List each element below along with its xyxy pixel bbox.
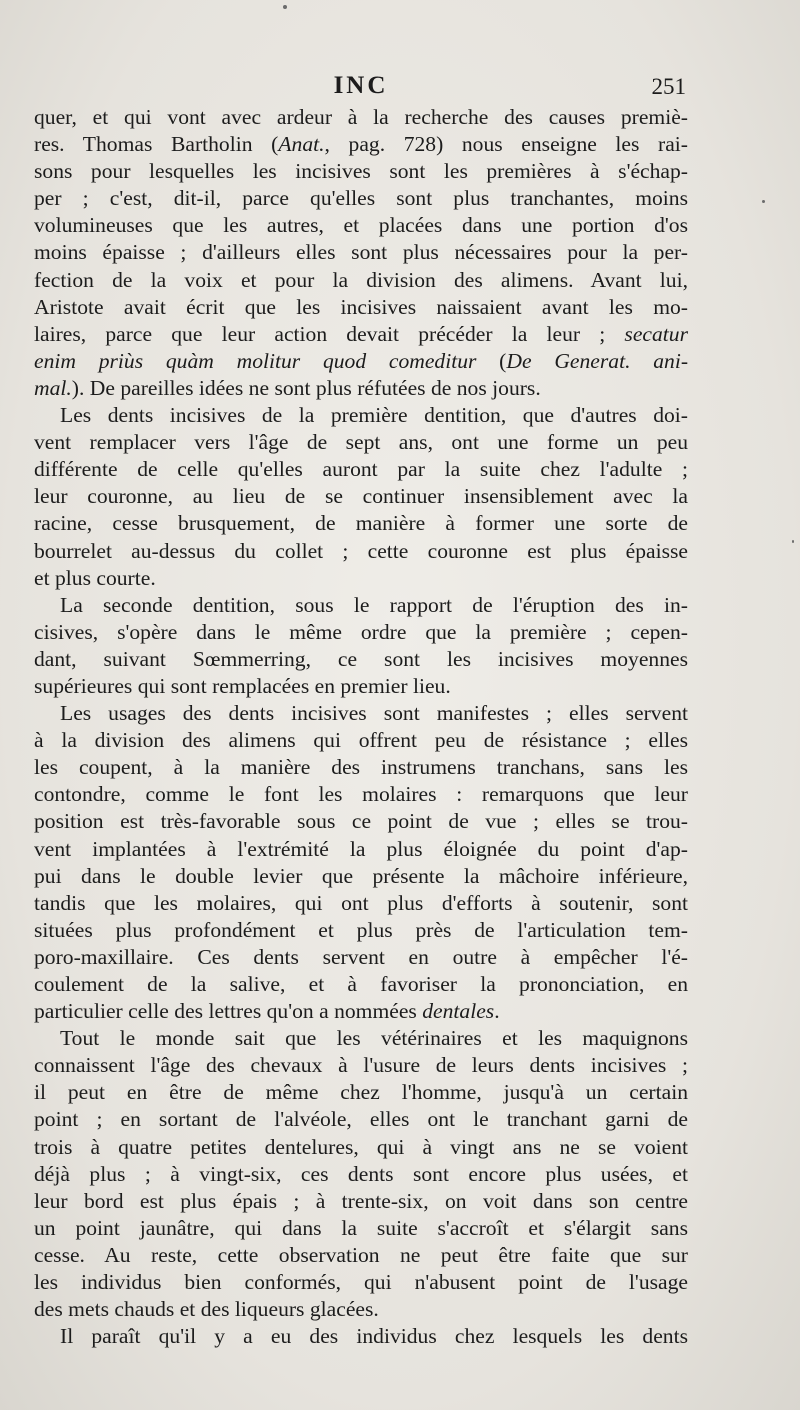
line-text-cont: , pag. 728) nous enseigne les rai- <box>324 132 688 157</box>
text-line <box>34 1079 688 1106</box>
line-text: laires, parce que leur action devait précéder la leur ; <box>34 321 625 346</box>
text-line <box>34 863 688 890</box>
text-line <box>34 510 688 537</box>
line-text: cisives, s'opère dans le même ordre que la première ; cepen- <box>34 619 688 644</box>
text-line <box>34 321 688 348</box>
text-line <box>34 1052 688 1079</box>
text-line <box>34 402 688 429</box>
text-line <box>34 808 688 835</box>
text-line <box>34 998 688 1025</box>
line-text: dant, suivant Sœmmerring, ce sont les incisives moyennes <box>34 646 688 671</box>
text-line <box>34 592 688 619</box>
text-line <box>34 1161 688 1188</box>
text-line <box>34 565 688 592</box>
text-line <box>34 727 688 754</box>
line-text: il peut en être de même chez l'homme, jusqu'à un certain <box>34 1080 688 1105</box>
text-line <box>34 348 688 375</box>
line-text: position est très-favorable sous ce point de vue ; elles se trou- <box>34 809 688 834</box>
line-text-cont: . <box>494 999 500 1024</box>
text-line <box>34 781 688 808</box>
line-text: trois à quatre petites dentelures, qui à vingt ans ne se voient <box>34 1134 688 1159</box>
line-text: sons pour lesquelles les incisives sont les premières à s'échap- <box>34 159 688 184</box>
italic-text: dentales <box>422 999 495 1024</box>
line-text: Les dents incisives de la première dentition, que d'autres doi- <box>60 403 688 428</box>
line-text: et plus courte. <box>34 565 156 590</box>
line-text: Aristote avait écrit que les incisives naissaient avant les mo- <box>34 294 688 319</box>
text-line <box>34 483 688 510</box>
line-text: leur couronne, au lieu de se continuer insensiblement avec la <box>34 484 688 509</box>
line-text: coulement de la salive, et à favoriser la prononciation, en <box>34 972 688 996</box>
line-text: Il paraît qu'il y a eu des individus chez lesquels les dents <box>60 1324 688 1349</box>
text-line <box>34 538 688 565</box>
line-text: volumineuses que les autres, et placées dans une portion d'os <box>34 213 688 238</box>
line-text: à la division des alimens qui offrent peu de résistance ; elles <box>34 728 688 753</box>
page-header <box>36 72 686 106</box>
line-text: situées plus profondément et plus près de l'articulation tem- <box>34 917 688 942</box>
line-text: fection de la voix et pour la division des alimens. Avant lui, <box>34 267 688 292</box>
line-text: un point jaunâtre, qui dans la suite s'accroît et s'élargit sans <box>34 1215 688 1240</box>
text-line <box>34 890 688 917</box>
line-text: les individus bien conformés, qui n'abusent point de l'usage <box>34 1270 688 1295</box>
italic-text: secatur <box>624 321 688 346</box>
text-line <box>34 429 688 456</box>
line-text: supérieures qui sont remplacées en premier lieu. <box>34 673 451 698</box>
italic-text: Anat. <box>278 132 325 157</box>
text-line <box>34 239 688 266</box>
text-line <box>34 1215 688 1242</box>
text-line <box>34 212 688 239</box>
line-text: vent implantées à l'extrémité la plus éloignée du point d'ap- <box>34 836 688 861</box>
line-text: particulier celle des lettres qu'on a nommées <box>34 999 423 1024</box>
line-text: contondre, comme le font les molaires : remarquons que leur <box>34 782 688 807</box>
italic-text: De Generat. ani- <box>506 348 689 373</box>
line-text: Les usages des dents incisives sont manifestes ; elles servent <box>60 701 688 726</box>
line-text: des mets chauds et des liqueurs glacées. <box>34 1297 379 1322</box>
text-line <box>34 294 688 321</box>
text-line <box>34 1323 688 1350</box>
text-line <box>34 673 688 700</box>
text-line <box>34 754 688 781</box>
italic-text: enim priùs quàm molitur quod comeditur <box>34 348 477 373</box>
line-text-cont: ). De pareilles idées ne sont plus réfutées de nos jours. <box>71 375 541 400</box>
line-text: tandis que les molaires, qui ont plus d'efforts à soutenir, sont <box>34 890 688 915</box>
line-text: vent remplacer vers l'âge de sept ans, ont une forme un peu <box>34 430 688 455</box>
text-line <box>34 185 688 212</box>
text-line <box>34 836 688 863</box>
line-text: poro-maxillaire. Ces dents servent en outre à empêcher l'é- <box>34 944 688 969</box>
line-text: per ; c'est, dit-il, parce qu'elles sont plus tranchantes, moins <box>34 186 688 211</box>
italic-text: mal. <box>34 375 72 400</box>
text-line <box>34 700 688 727</box>
line-text: Tout le monde sait que les vétérinaires et les maquignons <box>60 1026 688 1051</box>
text-line <box>34 1242 688 1269</box>
text-line <box>34 1134 688 1161</box>
text-line <box>34 917 688 944</box>
ink-speck <box>283 5 287 9</box>
ink-speck <box>762 200 765 203</box>
line-text: leur bord est plus épais ; à trente-six, on voit dans son centre <box>34 1188 688 1213</box>
text-line <box>34 131 688 158</box>
line-text: moins épaisse ; d'ailleurs elles sont plus nécessaires pour la per- <box>34 240 688 265</box>
text-line <box>34 646 688 673</box>
line-text: quer, et qui vont avec ardeur à la recherche des causes premiè- <box>34 105 688 129</box>
text-line <box>34 619 688 646</box>
line-text: bourrelet au-dessus du collet ; cette couronne est plus épaisse <box>34 538 688 563</box>
text-line <box>34 1296 688 1323</box>
text-line <box>34 158 688 185</box>
line-text: connaissent l'âge des chevaux à l'usure de leurs dents incisives ; <box>34 1053 688 1078</box>
text-line <box>34 267 688 294</box>
ink-speck <box>792 540 794 543</box>
line-text: cesse. Au reste, cette observation ne peut être faite que sur <box>34 1242 688 1267</box>
text-line <box>34 456 688 483</box>
text-line <box>34 375 688 402</box>
page-number: 251 <box>651 74 686 99</box>
line-text: racine, cesse brusquement, de manière à former une sorte de <box>34 511 688 536</box>
line-text: pui dans le double levier que présente la mâchoire inférieure, <box>34 863 688 888</box>
text-line <box>34 1188 688 1215</box>
body-text <box>34 104 688 1350</box>
line-text: les coupent, à la manière des instrumens tranchans, sans les <box>34 755 688 780</box>
text-line <box>34 104 688 131</box>
line-text: res. Thomas Bartholin ( <box>34 132 279 157</box>
running-head: INC <box>333 72 389 99</box>
line-text: point ; en sortant de l'alvéole, elles ont le tranchant garni de <box>34 1107 688 1132</box>
text-line <box>34 944 688 971</box>
line-text-cont: ( <box>476 348 507 373</box>
text-line <box>34 971 688 998</box>
line-text: déjà plus ; à vingt-six, ces dents sont encore plus usées, et <box>34 1161 688 1186</box>
text-line <box>34 1025 688 1052</box>
line-text: différente de celle qu'elles auront par la suite chez l'adulte ; <box>34 457 688 482</box>
line-text: La seconde dentition, sous le rapport de l'éruption des in- <box>60 592 688 617</box>
text-line <box>34 1106 688 1133</box>
text-line <box>34 1269 688 1296</box>
